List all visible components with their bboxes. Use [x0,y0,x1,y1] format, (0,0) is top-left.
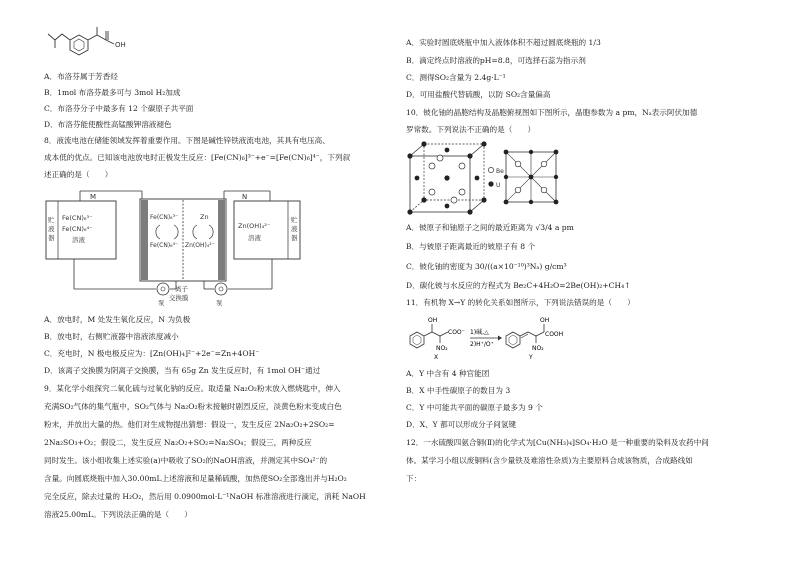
q9-stem-line-4: 2Na₂SO₃+O₂；假设二，发生反应 Na₂O₂+SO₂=Na₂SO₄；假设三，两种反应 [44,438,312,447]
electrode-m-label: M [90,193,97,201]
legend-u-marker [488,181,493,186]
y-no2-label: NO₂ [532,345,544,352]
x-coo-label: COO⁻ [448,329,465,336]
q11-option-a: A．Y 中含有 4 种官能团 [406,369,490,378]
q11-stem: 11．有机物 X→Y 的转化关系如图所示，下列说法错误的是（ ） [406,298,635,307]
step-2-label: 2)H⁺/O⁺ [470,341,494,348]
q8-option-b: B．放电时，右侧贮液器中溶液浓度减小 [44,332,179,341]
q9-stem-line-8: 溶液25.00mL。下列说法正确的是（ ） [44,510,192,519]
electrode-n-label: N [242,193,248,201]
left-tank-content-1: Fe(CN)₆³⁻ [62,214,93,222]
right-tank-char-2: 液 [291,225,298,233]
legend-be-marker [488,167,493,172]
q8-option-a: A．放电时，M 处发生氧化反应，N 为负极 [44,315,191,324]
q8-stem-line-1: 8．液流电池在储能领域发挥着重要作用。下图是碱性锌铁液流电池，其具有电压高、 [44,136,330,145]
pump-right-icon [215,283,227,295]
q10-option-d: D．碳化铍与水反应的方程式为 Be₂C+4H₂O=2Be(OH)₂+CH₄↑ [406,281,631,290]
x-label: X [434,354,439,361]
right-tank-content-1: Zn(OH)₄²⁻ [238,222,271,230]
q7-option-b: B．1mol 布洛芬最多可与 3mol H₂加成 [44,88,181,97]
y-label: Y [529,354,533,361]
membrane-label-1: 离子 [175,285,188,293]
q11-reaction-diagram [406,312,606,362]
q9-stem-line-2: 充满SO₂气体的集气瓶中，SO₂气体与 Na₂O₂粉末接触时剧烈反应，淡黄色粉末变成白色 [44,402,342,411]
x-no2-label: NO₂ [436,345,448,352]
step-1-label: 1)碱,△ [470,329,489,336]
q10-option-b: B．与铍原子距离最近的铍原子有 8 个 [406,242,536,251]
pump-right-label: 泵 [216,299,223,307]
left-tank-char-3: 器 [48,234,55,242]
q11-option-c: C．Y 中可能共平面的碳原子最多为 9 个 [406,403,543,412]
pump-left-label: 泵 [158,299,165,307]
q10-stem-line-2: 罗常数。下列说法不正确的是（ ） [406,125,536,134]
left-tank-char-1: 贮 [48,216,55,224]
q10-option-a: A．铍原子和铀原子之间的最近距离为 √3/4 a pm [406,223,574,232]
q11-option-b: B．X 中手性碳原子的数目为 3 [406,386,511,395]
q8-stem-line-2: 成本低的优点。已知该电池放电时正极发生反应：[Fe(CN)₆]³⁻+e⁻=[Fe(CN)₆]⁴⁻，下列叙 [44,153,351,162]
membrane-label-2: 交换膜 [169,294,189,302]
q12-stem-line-2: 体。某学习小组以废铜料(含少量铁及难溶性杂质)为主要原料合成该物质，合成路线如 [406,456,693,465]
q9-stem-line-3: 粉末，并放出大量的热。他们对生成物提出猜想：假设一，发生反应 2Na₂O₂+2SO₂= [44,420,335,429]
flow-battery-diagram [44,185,304,308]
q10-stem-line-1: 10．铍化铀的晶胞结构及晶胞俯视图如下图所示，晶胞参数为 a pm，Nₐ表示阿伏加德 [406,108,698,117]
pump-left-icon [157,283,169,295]
legend-u: U [496,182,501,189]
right-tank-char-1: 贮 [291,216,298,224]
left-tank-content-3: 溶液 [72,236,85,244]
right-tank-char-3: 器 [291,234,298,242]
q7-option-d: D．布洛芬能使酸性高锰酸钾溶液褪色 [44,120,172,129]
q12-stem-line-1: 12．一水硫酸四氨合铜(Ⅱ)的化学式为[Cu(NH₃)₄]SO₄·H₂O 是一种重要的染料及农药中间 [406,438,709,447]
cell-left-ion-2: Fe(CN)₆⁴⁻ [150,242,179,249]
q8-option-c: C．充电时，N 极电极反应为：[Zn(OH)₄]²⁻+2e⁻=Zn+4OH⁻ [44,349,260,358]
q9-option-d: D．可用盐酸代替硫酸，以防 SO₂含量偏高 [406,90,551,99]
hydroxyl-label: OH [115,41,126,49]
q7-option-c: C．布洛芬分子中最多有 12 个碳原子共平面 [44,104,194,113]
q10-option-c: C．铍化铀的密度为 30/((a×10⁻¹⁰)³Nₐ) g/cm³ [406,262,567,271]
x-oh-label: OH [428,317,438,324]
cell-right-ion: Zn(OH)₄²⁻ [185,242,215,249]
q9-option-a: A．实验时圆底烧瓶中加入液体体积不超过圆底烧瓶的 1/3 [406,38,601,47]
q9-option-b: B．滴定终点时溶液的pH=8.8，可选择石蕊为指示剂 [406,56,586,65]
left-tank-char-2: 液 [48,225,55,233]
legend-be: Be [496,168,504,175]
crystal-cell-diagram [406,140,606,218]
cell-zn-label: Zn [200,213,209,221]
q11-option-d: D．X、Y 都可以形成分子间氢键 [406,420,517,429]
left-tank-content-2: Fe(CN)₆⁴⁻ [62,225,93,233]
q8-stem-line-3: 述正确的是（ ） [44,170,113,179]
q12-stem-line-3: 下： [406,474,422,483]
ibuprofen-structure [44,22,154,62]
y-oh-label: OH [540,317,550,324]
right-tank-content-2: 溶液 [248,234,261,242]
q9-stem-line-1: 9．某化学小组探究二氧化硫与过氧化钠的反应。取适量 Na₂O₂粉末放入燃烧匙中，伸入 [44,384,341,393]
q9-stem-line-5: 同时发生。该小组收集上述实验(a)中吸收了SO₂的NaOH溶液，并测定其中SO₄²⁻的 [44,456,328,465]
q7-option-a: A．布洛芬属于芳香烃 [44,72,118,81]
q8-option-d: D．该离子交换膜为阴离子交换膜，当有 65g Zn 发生反应时，有 1mol OH⁻通过 [44,366,321,375]
q9-stem-line-6: 含量。向圆底烧瓶中加入30.00mL上述溶液和足量稀硫酸，加热使SO₂全部逸出并与H₂O₂ [44,474,347,483]
cell-left-ion-1: Fe(CN)₆³⁻ [150,214,179,221]
q9-option-c: C．测得SO₂含量为 2.4g·L⁻¹ [406,73,506,82]
q9-stem-line-7: 完全反应，除去过量的 H₂O₂，然后用 0.0900mol·L⁻¹NaOH 标准溶液进行滴定，消耗 NaOH [44,492,366,501]
y-cooh-label: COOH [545,331,564,338]
